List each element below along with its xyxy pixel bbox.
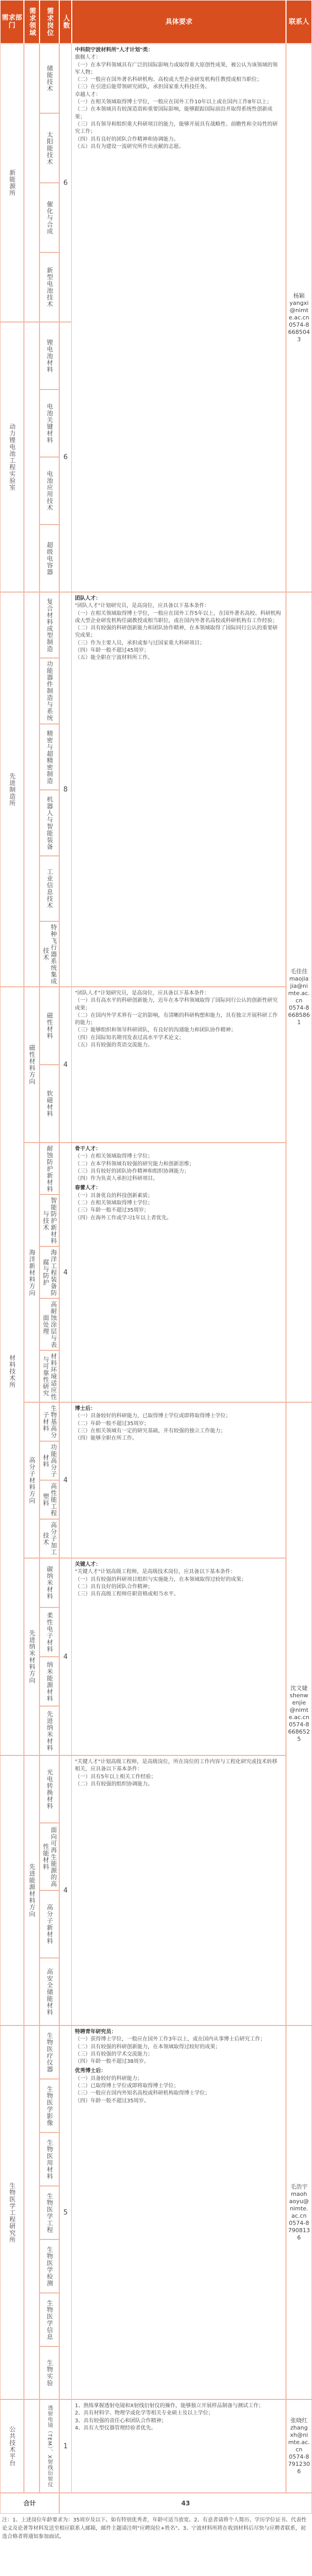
- position-cell: [40, 2239, 59, 2293]
- requirement-line: （四）年龄一般不超过38周岁。: [75, 2059, 149, 2065]
- contact-email-domain[interactable]: @nimte.ac.cn: [289, 1707, 309, 1721]
- requirement-block: [72, 2399, 286, 2493]
- count-value: 4: [63, 1886, 68, 1895]
- requirement-block: [72, 592, 286, 987]
- position-cell: [40, 1246, 59, 1298]
- requirement-heading: 春蕾人才：: [75, 1185, 101, 1191]
- position-name: 新型电池技术: [46, 267, 54, 307]
- field-name: 先进能源材料方向: [28, 1863, 36, 1917]
- field-cell: [24, 2025, 40, 2399]
- requirement-line: （五）能全职在宁波材料所工作。: [75, 655, 153, 661]
- requirement-line: 1、熟练掌握透射电镜和X射线衍射仪的操作，能够独立开展样品制备与测试工作；: [75, 2403, 264, 2409]
- position-name: 工业信息技术: [46, 868, 54, 909]
- position-name: 超级电容器: [46, 541, 54, 575]
- position-name: 生物医学检测: [46, 2246, 54, 2287]
- position-name: 光电转换材料: [46, 1769, 54, 1809]
- position-cell: [40, 856, 59, 921]
- requirement-line: （三）在相关领域有一定的研究基础，并有较强的独立工作能力；: [75, 1428, 226, 1434]
- position-cell: [40, 790, 59, 856]
- total-value: 43: [181, 2499, 190, 2507]
- requirement-line: （四）能够全职在所工作。: [75, 1435, 137, 1442]
- count-cell: [59, 1143, 72, 1402]
- contact-cell: [286, 2399, 312, 2493]
- requirement-line: "团队人才"计划研究员，是高岗位，应具备以下基本条件：: [75, 603, 210, 609]
- contact-name: 毛佳佳: [290, 968, 308, 975]
- requirement-line: 旗舰人才：: [75, 55, 101, 61]
- dept-cell: [0, 987, 24, 1755]
- position-cell: [40, 1823, 59, 1890]
- position-cell: [40, 183, 59, 252]
- position-cell: [40, 1402, 59, 1441]
- dept-cell: [0, 2025, 24, 2399]
- requirement-line: 卓越人才：: [75, 91, 101, 98]
- dept-name: 新能源所: [8, 169, 16, 196]
- count-cell: [59, 987, 72, 1143]
- contact-phone: 0574-86685861: [288, 1004, 310, 1026]
- total-value-cell: [59, 2493, 312, 2514]
- dept-name: 公共技术平台: [8, 2426, 16, 2466]
- header-req: [72, 0, 286, 44]
- position-cell: [40, 113, 59, 183]
- contact-email-domain[interactable]: @nimte.ac.cn: [289, 307, 309, 321]
- contact-email-user[interactable]: yangxi: [289, 300, 309, 306]
- count-value: 6: [63, 179, 68, 187]
- contact-email-domain[interactable]: jia@nimte.ac.cn: [288, 983, 310, 1004]
- requirement-line: （四）作为负责人承担过科研项目。: [75, 1176, 158, 1182]
- field-name: 磁性材料方向: [28, 1044, 36, 1085]
- position-name: 先进纳米材料: [46, 1710, 54, 1751]
- requirement-line: （三）作为主要人员，承担或参与过国家重大科研项目；: [75, 640, 205, 646]
- requirement-line: （一）在相关领域取得博士学位，一般应在国外工作5年以上，在国外著名高校、科研机构或大型企业研发机构任副教授或相当职位，或在国内外著名高校或科研机构有工作经验；: [75, 610, 281, 624]
- position-name: 生物医学影像: [46, 2085, 54, 2126]
- position-name: 电池关键材料: [46, 403, 54, 444]
- field-cell: [24, 322, 40, 592]
- count-cell: [59, 2399, 72, 2493]
- position-name: 耐蚀防护新材料: [46, 1145, 54, 1192]
- position-cell: [40, 1958, 59, 2025]
- contact-cell: [286, 2025, 312, 2399]
- position-name: 高分子加工技术: [42, 1522, 57, 1555]
- requirement-line: （四）年龄一般不超过35周岁。: [75, 2098, 149, 2104]
- position-cell: [40, 1298, 59, 1350]
- requirement-line: （一）具备较好的科研能力，已取得博士学位或即将取得博士学位；: [75, 1413, 231, 1419]
- requirement-line: （一）在相关领域取得博士学位；: [75, 1153, 153, 1160]
- requirement-line: （三）一般应在国内外知名高校或科研机构取得博士学位；: [75, 2090, 210, 2097]
- position-cell: [40, 1480, 59, 1519]
- position-name: 生物实验: [46, 2359, 54, 2386]
- dept-name: 先进制造所: [8, 772, 16, 807]
- requirement-block: [72, 1143, 286, 1402]
- requirement-line: （二）已取得博士学位或即将取得博士学位；: [75, 2083, 179, 2089]
- requirement-line: （三）能够组织和领导科研团队，有良好的沟通能力和团队协作精神；: [75, 1027, 236, 1034]
- requirement-heading: 关键人才：: [75, 1562, 101, 1567]
- field-name: 先进纳米材料方向: [28, 1630, 36, 1684]
- count-cell: [59, 2025, 72, 2399]
- position-name: 碳纳米材料: [46, 1566, 54, 1600]
- contact-name: 杨颖: [293, 292, 305, 299]
- contact-email-user[interactable]: shenwenjie: [290, 1692, 308, 1706]
- position-cell: [40, 2293, 59, 2346]
- contact-phone: 0574-87912306: [288, 2453, 310, 2475]
- requirement-line: （二）具有较强的科研创新能力，在本领域取得过较好的成果；: [75, 2044, 220, 2050]
- count-value: 4: [63, 1653, 68, 1661]
- field-cell: [24, 2399, 40, 2493]
- position-name: 复合材料成型制造: [46, 598, 54, 652]
- position-cell: [40, 2132, 59, 2186]
- requirement-line: （四）年龄一般不超过45周岁；: [75, 648, 149, 654]
- requirement-line: "团队人才"计划研究员，是高岗位，应具备以下基本条件：: [75, 990, 210, 996]
- contact-email-user[interactable]: maojia: [289, 975, 309, 982]
- count-value: 5: [63, 2208, 68, 2217]
- requirement-heading: 优秀博士后：: [75, 2068, 106, 2074]
- requirement-line: （二）年龄一般不超过35周岁；: [75, 1420, 149, 1427]
- position-name: 生物医疗仪器: [46, 2032, 54, 2073]
- requirement-line: （三）在引进后能带领研究团队，承担国家重大科技任务。: [75, 84, 210, 90]
- header-contact-text: 联系人: [289, 18, 309, 26]
- contact-phone: 0574-87908136: [288, 2220, 310, 2241]
- requirement-line: （一）具备优良的科技创新素质；: [75, 1192, 153, 1199]
- contact-name: 沈文婕: [290, 1685, 308, 1692]
- position-cell: [40, 44, 59, 113]
- position-name: 锂电池材料: [46, 339, 54, 373]
- field-cell: [24, 1143, 40, 1402]
- requirement-line: （二）在国内外学术界有一定的影响，有清晰的科研构想和能力，具有独立开展科研工作的能力；: [75, 1012, 278, 1026]
- requirement-line: （四）在海外工作或学习1年以上者优先。: [75, 1215, 172, 1221]
- field-cell: [24, 1755, 40, 2025]
- position-cell: [40, 1350, 59, 1402]
- position-name: 面向可再生能源的高性能材料: [42, 1826, 57, 1887]
- position-name: 催化与合成: [46, 200, 54, 235]
- position-cell: [40, 1755, 59, 1823]
- contact-phone: 0574-86685043: [288, 321, 310, 343]
- requirement-heading: 团队人才：: [75, 596, 101, 601]
- position-name: 功能高分子材料: [42, 1444, 57, 1478]
- count-value: 1: [63, 2442, 68, 2450]
- field-cell: [24, 44, 40, 322]
- requirement-line: 4、具有大型仪器管理经验者优先。: [75, 2425, 157, 2431]
- requirement-line: （五）具有较强的英语交流能力。: [75, 1042, 153, 1049]
- contact-email-domain[interactable]: aoyu@nimte.ac.cn: [289, 2198, 309, 2219]
- count-value: 8: [63, 785, 68, 794]
- position-name: 智能防护新材料与技术: [42, 1197, 57, 1244]
- requirement-line: （一）获得博士学位，一般应在国外工作3年以上，或在国内从事博士后研究工作；: [75, 2036, 266, 2043]
- header-field2: [40, 0, 59, 44]
- requirement-line: （一）具有5年以上相关工作经验；: [75, 1774, 157, 1780]
- contact-email-user[interactable]: zhang: [290, 2424, 308, 2431]
- count-cell: [59, 44, 72, 322]
- requirement-line: （二）具有良好的团队合作精神；: [75, 1584, 153, 1590]
- requirement-line: "关键人才"计划高级工程师，是高级岗位，所在岗位的工作内容与工程化研究或技术转移相关，应具备以下基本条件：: [75, 1759, 278, 1773]
- position-cell: [40, 1519, 59, 1558]
- field-cell: [24, 1402, 40, 1558]
- position-name: 储能技术: [46, 65, 54, 92]
- requirement-heading: 中科院宁波材料所"人才计划"类：: [75, 47, 153, 53]
- requirement-line: （一）具备较好的科研能力；: [75, 2075, 142, 2082]
- contact-cell: [286, 1402, 312, 2025]
- position-cell: [40, 525, 59, 592]
- requirement-line: 2、具有材料学、物理学或化学等相关专业硕士及以上学位；: [75, 2410, 214, 2417]
- position-name: 高安全储能材料: [46, 1968, 54, 2016]
- position-name: 特种飞行器系统集成技术: [42, 923, 57, 985]
- total-label: 合计: [23, 2499, 36, 2507]
- header-count: [59, 0, 72, 44]
- requirement-line: （三）年龄一般不超过35周岁；: [75, 1208, 149, 1214]
- count-value: 6: [63, 453, 68, 461]
- position-name: 柔性电子材料: [46, 1612, 54, 1653]
- requirement-block: [72, 987, 286, 1143]
- contact-email-domain[interactable]: xh@nimte.ac.cn: [288, 2432, 310, 2453]
- requirement-line: （二）具有较强的组织协调能力。: [75, 1781, 153, 1787]
- contact-email-user[interactable]: maoh: [291, 2191, 307, 2197]
- position-name: 高耐蚀涂层与表面处理: [42, 1300, 57, 1348]
- position-name: 高性能工程塑料: [42, 1483, 57, 1517]
- position-cell: [40, 2186, 59, 2239]
- requirement-block: [72, 1558, 286, 1755]
- count-cell: [59, 322, 72, 592]
- requirement-line: （三）具有较好的团队协作精神和组织协调能力；: [75, 1168, 189, 1174]
- header-req-text: 具体要求: [165, 18, 192, 26]
- dept-cell: [0, 1755, 24, 2025]
- position-name: 材料环境适应性与可靠性研究: [42, 1352, 57, 1400]
- field-name: 高分子材料方向: [28, 1456, 36, 1504]
- position-cell: [40, 2025, 59, 2079]
- footnote: 注：1、上述岗位年龄要求为：35周岁及以下。如有特别优秀者，年龄可适当放宽。2、有意者请将个人简历、学历学位证书、代表性论文及论著等材料发送至相应联系人邮箱，邮件主题请注明"应聘岗位+姓名"。3、宁波材料所将在收到材料后尽快与应聘者联系，初选合格者将通知参加面试。: [2, 2517, 307, 2540]
- position-name: 生物医学信息: [46, 2299, 54, 2340]
- position-cell: [40, 390, 59, 457]
- requirement-line: （五）具有为建设一流研究所作出贡献的志愿。: [75, 143, 184, 150]
- requirement-block: [72, 2025, 286, 2399]
- position-name: 精密与超精密制造: [46, 730, 54, 784]
- position-cell: [40, 1065, 59, 1143]
- position-cell: [40, 1558, 59, 1607]
- requirement-heading: 特聘青年研究员：: [75, 2029, 116, 2035]
- position-cell: [40, 322, 59, 390]
- requirement-line: （二）在相关领域取得博士学位；: [75, 1200, 153, 1206]
- dept-name: 动力锂电池工程实验室: [8, 423, 16, 491]
- requirement-line: （二）在本领域具有较深造诣和重要国际影响，能够跟踪国际前沿并取得系统性创新成果；: [75, 106, 272, 120]
- position-name: 机器人与智能装备: [46, 796, 54, 850]
- position-cell: [40, 724, 59, 790]
- position-cell: [40, 1195, 59, 1246]
- position-cell: [40, 2079, 59, 2132]
- position-name: 纳米能源材料: [46, 1661, 54, 1702]
- requirement-line: （一）具有较强的科研项目组织与实施能力，在本领域取得过较好的成果；: [75, 1576, 246, 1582]
- header-dept-text: 需求部门: [2, 14, 22, 30]
- position-name: 功能器件制造与系统: [46, 661, 54, 721]
- requirement-line: （三）具有领导和组织重大科研项目的能力，能够开展具有战略性、前瞻性和全局性的研究工作；: [75, 121, 278, 135]
- position-name: 透射电镜（TEM）、X射线衍射仪: [46, 2405, 53, 2488]
- header-count-text: 人数: [61, 15, 70, 29]
- requirement-line: （四）在国际知名期刊发表过高水平学术论文；: [75, 1035, 184, 1041]
- field-cell: [24, 987, 40, 1143]
- position-cell: [40, 252, 59, 322]
- position-name: 电池应用技术: [46, 471, 54, 511]
- position-cell: [40, 2399, 59, 2493]
- requirement-line: （二）一般应在国外著名科研机构、高校或大型企业研发机构任教授或相当职位；: [75, 77, 262, 83]
- position-name: 磁性材料: [46, 1012, 54, 1039]
- count-value: 4: [63, 1476, 68, 1484]
- contact-cell: [286, 592, 312, 1402]
- requirement-line: "关键人才"计划高级工程师，是高级技术岗位，应具备以下基本条件：: [75, 1569, 236, 1575]
- requirement-line: （二）在本学科领域有较强的研究能力和创新思维；: [75, 1161, 194, 1167]
- dept-name: 生物医学工程研究所: [8, 2182, 16, 2243]
- requirement-line: （三）具有高级工程师任职资格或相当水平。: [75, 1591, 179, 1598]
- field-cell: [24, 592, 40, 987]
- position-name: 太阳能技术: [46, 131, 54, 165]
- position-cell: [40, 1607, 59, 1657]
- header-contact: [286, 0, 312, 44]
- dept-name: 材料技术所: [8, 1354, 16, 1388]
- dept-cell: [0, 592, 24, 987]
- header-field1: [24, 0, 40, 44]
- contact-name: 毛浩宇: [290, 2183, 308, 2190]
- count-cell: [59, 1755, 72, 2025]
- requirement-block: [72, 1755, 286, 2025]
- requirement-heading: 骨干人才：: [75, 1146, 101, 1152]
- position-name: 海洋工程装备防腐与防护: [42, 1249, 57, 1296]
- header-field1-text: 需求领域: [28, 7, 36, 36]
- position-cell: [40, 1657, 59, 1706]
- position-cell: [40, 1441, 59, 1480]
- count-cell: [59, 1558, 72, 1755]
- position-cell: [40, 1706, 59, 1755]
- dept-cell: [0, 2399, 24, 2493]
- requirement-heading: 博士后：: [75, 1406, 96, 1412]
- requirement-line: （三）具有较强的学术交流能力；: [75, 2051, 153, 2057]
- requirement-line: （一）在相关领域取得博士学位，一般应在国外工作10年以上或在国内工作8年以上；: [75, 99, 272, 105]
- count-value: 4: [63, 1061, 68, 1069]
- position-name: 生物医学工程: [46, 2192, 54, 2233]
- contact-cell: [286, 44, 312, 592]
- requirement-line: （一）在本学科领域具有广泛的国际影响力或取得重大原创性成果，被公认为该领域的领军人物；: [75, 62, 278, 75]
- position-name: 生物医用材料: [46, 2139, 54, 2180]
- position-cell: [40, 921, 59, 987]
- header-field2-text: 需求岗位: [45, 7, 54, 36]
- requirement-line: （二）具有较强的科研创新能力和团队协作精神，在本领域取得了国际同行公认的重要研究成果；: [75, 625, 278, 639]
- requirement-block: [72, 44, 286, 592]
- field-cell: [24, 1558, 40, 1755]
- count-cell: [59, 1402, 72, 1558]
- contact-phone: 0574-86686525: [288, 1721, 310, 1742]
- requirement-line: （四）具有良好的团队合作精神和协调能力。: [75, 136, 179, 142]
- requirement-block: [72, 1402, 286, 1558]
- position-cell: [40, 658, 59, 724]
- position-name: 生物基高分子材料: [42, 1405, 57, 1439]
- position-cell: [40, 2346, 59, 2399]
- position-cell: [40, 1890, 59, 1958]
- requirement-line: 3、具有较强的责任心和团队合作精神；: [75, 2418, 167, 2424]
- position-cell: [40, 987, 59, 1065]
- count-cell: [59, 592, 72, 987]
- field-name: 海洋新材料方向: [28, 1249, 36, 1296]
- dept-cell: [0, 322, 24, 592]
- position-cell: [40, 592, 59, 658]
- dept-cell: [0, 44, 24, 322]
- requirement-line: （一）具有高水平的科研创新能力，近年在本学科领域取得了国际同行公认的创新性研究成果；: [75, 998, 278, 1011]
- total-label-cell: [0, 2493, 59, 2514]
- header-dept: [0, 0, 24, 44]
- position-name: 软磁材料: [46, 1090, 54, 1117]
- contact-name: 张晓红: [290, 2417, 308, 2424]
- position-cell: [40, 457, 59, 525]
- position-name: 高分子新材料: [46, 1904, 54, 1944]
- position-cell: [40, 1143, 59, 1195]
- count-value: 4: [63, 1268, 68, 1277]
